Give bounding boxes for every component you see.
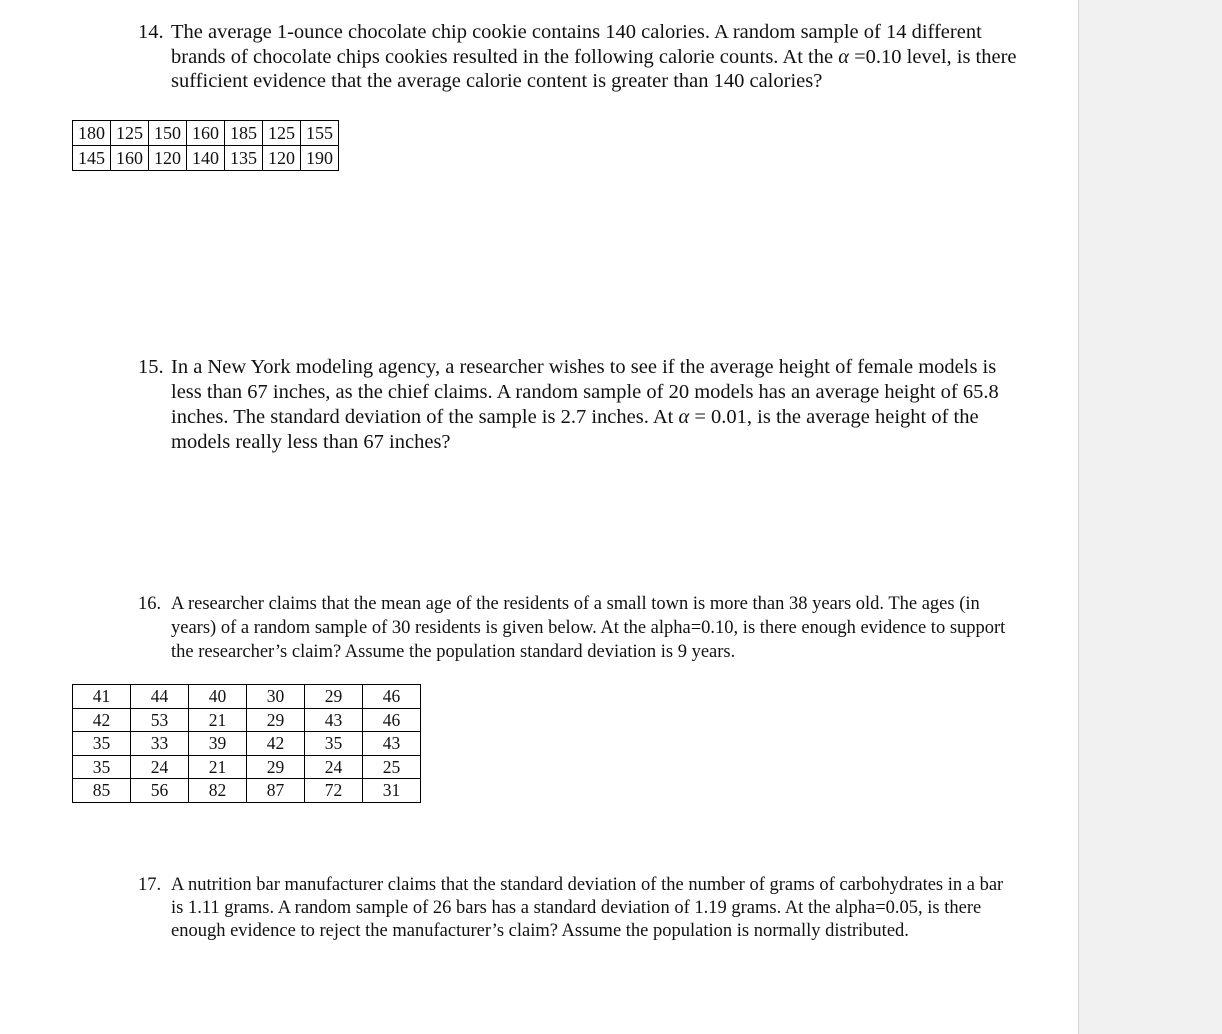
problem-text: A nutrition bar manufacturer claims that the standard deviation of the number of grams of carbohydrates in a bar is 1.11 grams. A random sample of 26 bars has a standard deviation of 1.19 grams. At the alpha=0.05, is there enough evidence to reject the manufacturer’s claim? Assume the population is normally distributed. [171,875,1004,941]
table-cell: 39 [189,732,247,756]
table-cell: 180 [73,121,111,146]
table-cell: 24 [305,755,363,779]
table-cell: 46 [363,708,421,732]
problem-17 [138,874,1018,943]
alpha-symbol: α [678,406,690,428]
table-row [73,708,421,732]
calorie-table [72,120,339,171]
table-cell: 72 [305,779,363,803]
problem-14 [138,20,1018,94]
table-cell: 56 [131,779,189,803]
table-cell: 21 [189,755,247,779]
table-cell: 140 [187,146,225,171]
table-cell: 150 [149,121,187,146]
table-cell: 29 [247,708,305,732]
table-row [73,146,339,171]
problem-text: A researcher claims that the mean age of the residents of a small town is more than 38 years old. The ages (in years) of a random sample of 30 residents is given below. At the alpha=0.10, is there enough evidence to support the researcher’s claim? Assume the population standard deviation is 9 years. [171,594,1006,662]
problem-number: 15. [138,356,164,378]
table-cell: 155 [301,121,339,146]
table-cell: 185 [225,121,263,146]
table-cell: 160 [187,121,225,146]
table-row [73,779,421,803]
problem-16 [138,592,1018,664]
table-cell: 25 [363,755,421,779]
table-row [73,121,339,146]
table-cell: 40 [189,685,247,709]
viewer-gutter [1078,0,1222,1034]
table-cell: 87 [247,779,305,803]
table-cell: 21 [189,708,247,732]
problem-number: 16. [138,594,162,614]
table-cell: 125 [263,121,301,146]
table-cell: 120 [263,146,301,171]
alpha-symbol: α [838,45,849,68]
table-cell: 41 [73,685,131,709]
table-cell: 43 [305,708,363,732]
table-row [73,685,421,709]
table-cell: 125 [111,121,149,146]
table-cell: 43 [363,732,421,756]
table-cell: 82 [189,779,247,803]
table-cell: 85 [73,779,131,803]
table-cell: 46 [363,685,421,709]
table-row [73,732,421,756]
problem-text: The average 1-ounce chocolate chip cookie contains 140 calories. A random sample of 14 different brands of chocolate chips cookies resulted in the following calorie counts. At the α =0.10 level, is there sufficient evidence that the average calorie content is greater than 140 calories? [171,21,1017,92]
table-row [73,755,421,779]
table-cell: 135 [225,146,263,171]
table-cell: 31 [363,779,421,803]
table-cell: 190 [301,146,339,171]
problem-number: 17. [138,875,162,895]
table-cell: 35 [73,755,131,779]
table-cell: 35 [73,732,131,756]
table-cell: 29 [247,755,305,779]
ages-table [72,684,421,803]
table-cell: 145 [73,146,111,171]
table-cell: 24 [131,755,189,779]
table-cell: 42 [73,708,131,732]
table-cell: 33 [131,732,189,756]
table-cell: 29 [305,685,363,709]
table-cell: 53 [131,708,189,732]
table-cell: 35 [305,732,363,756]
problem-number: 14. [138,21,164,43]
table-cell: 160 [111,146,149,171]
table-cell: 42 [247,732,305,756]
table-cell: 120 [149,146,187,171]
problem-text: In a New York modeling agency, a researcher wishes to see if the average height of female models is less than 67 inches, as the chief claims. A random sample of 20 models has an average height of 65.8 inches. The standard deviation of the sample is 2.7 inches. At α = 0.01, is the average height of the models really less than 67 inches? [171,356,999,453]
problem-15 [138,355,1018,455]
table-cell: 44 [131,685,189,709]
table-cell: 30 [247,685,305,709]
